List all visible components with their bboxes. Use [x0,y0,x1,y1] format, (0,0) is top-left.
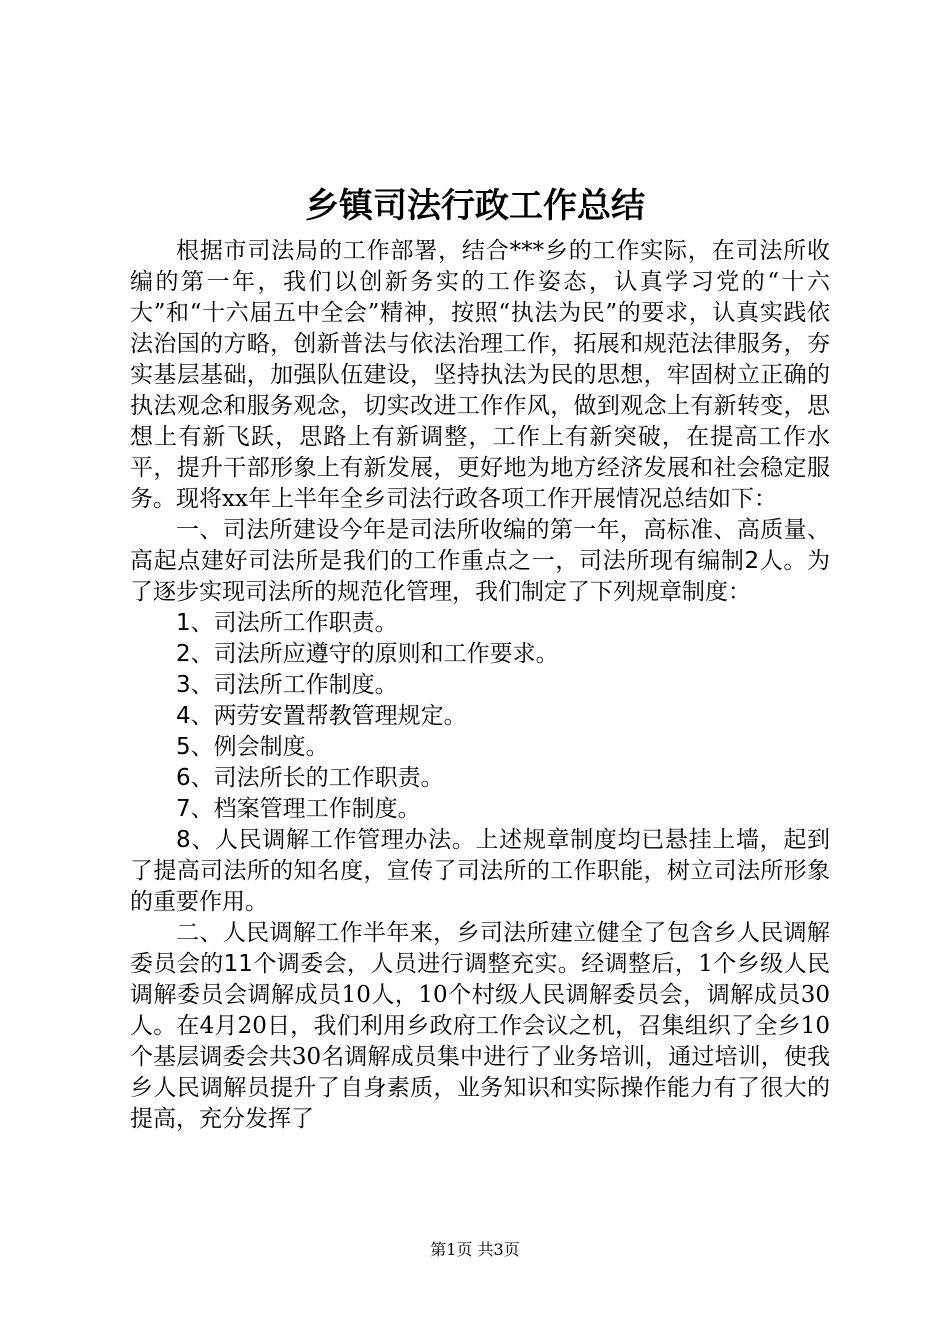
section1-paragraph [130,515,830,608]
section1-heading: 一、司法所建设今年是司法所收编的第一年，高标准、高质量、高起点建好司法所是我们的工作重点之一，司法所现有编制2人。 [130,517,830,574]
document-title: 乡镇司法行政工作总结 [305,186,645,226]
section2-heading: 二、人民调解工作半年来，乡司法所建立健全了包含乡人民调解委员会的11个调委会，人员进行调整充实。 [130,920,830,977]
intro-paragraph: 根据市司法局的工作部署，结合***乡的工作实际，在司法所收编的第一年，我们以创新务实的工作姿态，认真学习党的“十六大”和“十六届五中全会”精神，按照“执法为民”的要求，认真实践依法治国的方略，创新普法与依法治理工作，拓展和规范法律服务，夯实基层基础，加强队伍建设，坚持执法为民的思想，牢固树立正确的执法观念和服务观念，切实改进工作作风，做到观念上有新转变，思想上有新飞跃，思路上有新调整，工作上有新突破，在提高工作水平，提升干部形象上有新发展，更好地为地方经济发展和社会稳定服务。现将xx年上半年全乡司法行政各项工作开展情况总结如下： [130,238,830,512]
item8-body: 上述规章制度均已悬挂上墙，起到了提高司法所的知名度，宣传了司法所的工作职能，树立司法所形象的重要作用。 [130,827,831,915]
rules-list [130,608,830,825]
list-item: 2、司法所应遵守的原则和工作要求。 [176,641,559,667]
document-body [130,236,830,1135]
item8-paragraph [130,825,830,918]
section2-body: 经调整后，1个乡级人民调解委员会调解成员10人，10个村级人民调解委员会，调解成员30人。在4月20日，我们利用乡政府工作会议之机，召集组织了全乡10个基层调委会共30名调解成员集中进行了业务培训，通过培训，使我乡人民调解员提升了自身素质，业务知识和实际操作能力有了很大的提高，充分发挥了 [130,951,830,1132]
list-item: 1、司法所工作职责。 [176,610,398,636]
list-item: 7、档案管理工作制度。 [176,796,421,822]
item8-heading: 8、人民调解工作管理办法。 [176,827,476,853]
list-item: 4、两劳安置帮教管理规定。 [176,703,467,729]
page-footer: 第1页 共3页 [430,1240,520,1259]
list-item: 5、例会制度。 [176,734,329,760]
list-item: 6、司法所长的工作职责。 [176,765,444,791]
list-item: 3、司法所工作制度。 [176,672,398,698]
section2-paragraph [130,918,830,1135]
section1-body: 为了逐步实现司法所的规范化管理，我们制定了下列规章制度： [130,548,830,605]
